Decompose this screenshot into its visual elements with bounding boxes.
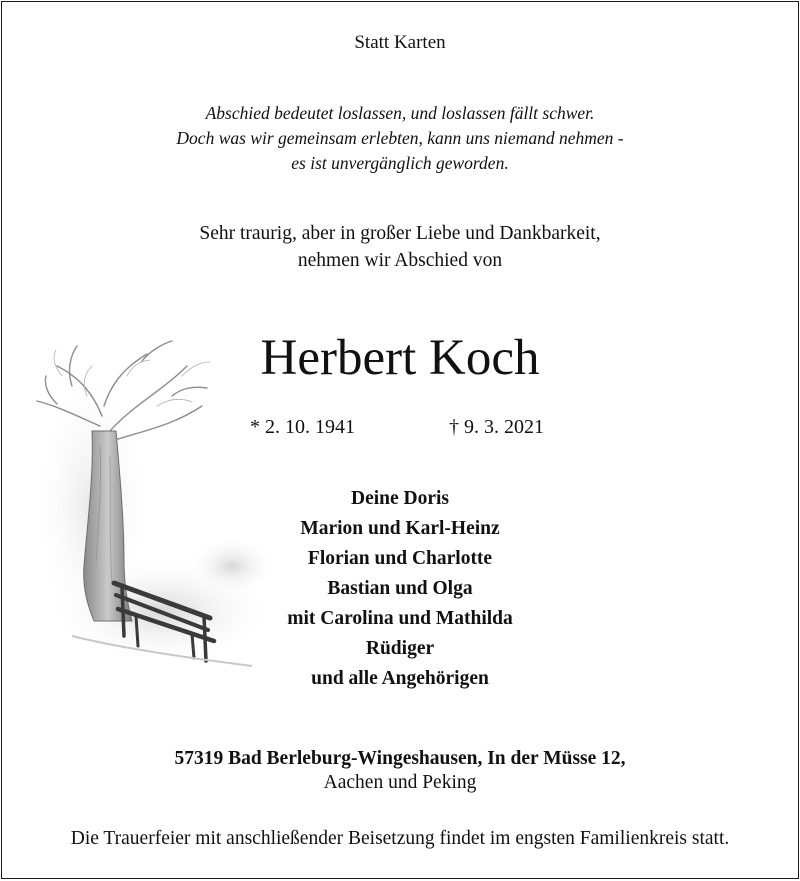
farewell-quote (98, 101, 702, 176)
family-member: und alle Angehörigen (311, 668, 489, 689)
family-member: Rüdiger (365, 638, 435, 659)
address-line-2: Aachen und Peking (323, 772, 477, 793)
family-list (98, 484, 702, 694)
funeral-notice: Die Trauerfeier mit anschließender Beisetzung findet im engsten Familienkreis statt. (70, 828, 730, 849)
birth-date: * 2. 10. 1941 (250, 416, 355, 438)
family-member: Marion und Karl-Heinz (300, 518, 500, 539)
intro-text (98, 221, 702, 274)
family-member: Florian und Charlotte (307, 548, 493, 569)
family-member: mit Carolina und Mathilda (287, 608, 513, 629)
header-text: Statt Karten (354, 32, 446, 53)
intro-line: nehmen wir Abschied von (297, 249, 503, 271)
death-date: † 9. 3. 2021 (449, 416, 544, 438)
address-line-1: 57319 Bad Berleburg-Wingeshausen, In der Müsse 12, (174, 748, 626, 769)
family-member: Bastian und Olga (327, 578, 473, 599)
intro-line: Sehr traurig, aber in großer Liebe und Dankbarkeit, (199, 223, 601, 244)
deceased-name: Herbert Koch (260, 330, 540, 386)
quote-line: es ist unvergänglich geworden. (291, 153, 509, 173)
family-member: Deine Doris (350, 488, 450, 509)
quote-line: Doch was wir gemeinsam erlebten, kann uns niemand nehmen - (176, 128, 624, 148)
obituary-card (1, 1, 799, 879)
quote-line: Abschied bedeutet loslassen, und loslassen fällt schwer. (205, 103, 595, 123)
